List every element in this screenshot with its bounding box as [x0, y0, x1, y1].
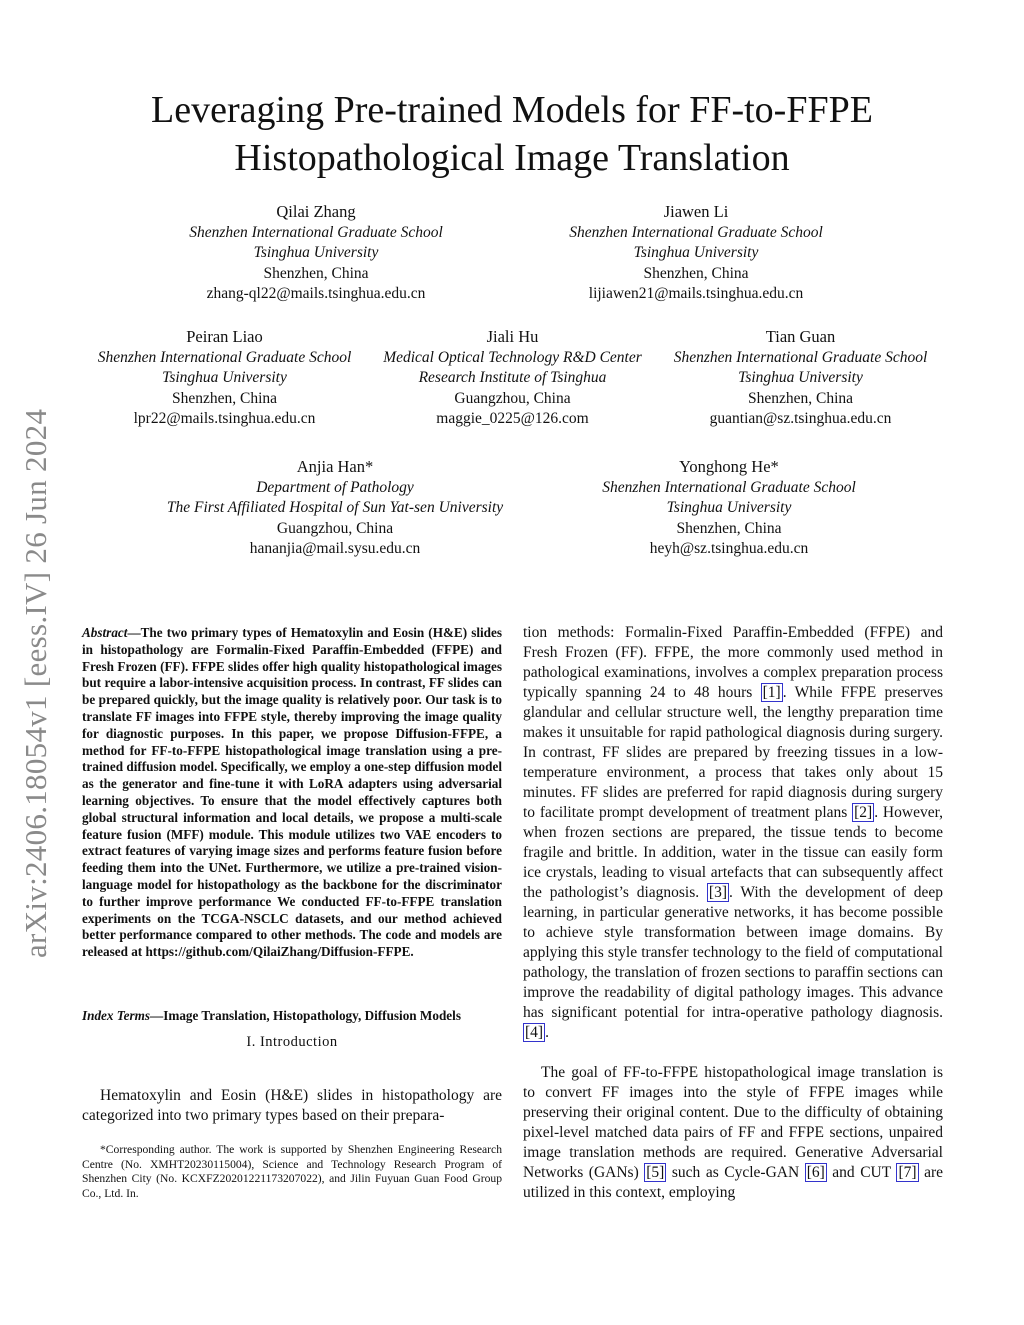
author-block [540, 202, 852, 305]
author-inst: Tsinghua University [738, 369, 863, 386]
author-email: lpr22@mails.tsinghua.edu.cn [133, 410, 316, 427]
paper-title [100, 86, 924, 182]
author-block [360, 327, 665, 430]
author-name: Anjia Han* [296, 457, 374, 476]
author-dept: Shenzhen International Graduate School [602, 478, 856, 496]
abstract-text: —The two primary types of Hematoxylin and Eosin (H&E) slides in histopathology are Formalin-Fixed Paraffin-Embedded (FFPE) and Fresh Frozen (FF). FFPE slides offer high quality histopathological images but require a labor-intensive acquisition process. In contrast, FF slides can be prepared quickly, but the image quality is relatively poor. Our task is to translate FF images into FFPE style, thereby improving the image quality for diagnostic purposes. In this paper, we propose Diffusion-FFPE, a method for FF-to-FFPE histopathological image translation using a pre-trained diffusion model. Specifically, we employ a one-step diffusion model as the generator and fine-tune it with LoRA adapters using adversarial learning objectives. To ensure that the model effectively captures both global structural information and local details, we propose a multi-scale feature fusion (MFF) module. This module utilizes two VAE encoders to extract features of varying image sizes and performs feature fusion before feeding them into the UNet. Furthermore, we utilize a pre-trained vision-language model for histopathology as the backbone for the discriminator to further improve performance We conducted FF-to-FFPE translation experiments on the TCGA-NSCLC datasets, and our method achieved better performance compared to other methods. The code and models are released at https://github.com/QilaiZhang/Diffusion-FFPE. [82, 625, 502, 960]
author-inst: Tsinghua University [162, 369, 287, 386]
author-name: Tian Guan [765, 327, 836, 346]
author-inst: The First Affiliated Hospital of Sun Yat-sen University [166, 499, 504, 516]
title-line-2: Histopathological Image Translation [234, 137, 790, 179]
text-run: tion methods: Formalin-Fixed Paraffin-Embedded (FFPE) and Fresh Frozen (FF). FFPE, the more commonly used method in pathological examinations, involves a complex preparation process typically spanning 24 to 48 hours [523, 624, 943, 701]
author-name: Qilai Zhang [276, 202, 356, 221]
author-location: Guangzhou, China [276, 519, 394, 537]
author-name: Yonghong He* [679, 457, 779, 476]
author-block [72, 327, 377, 430]
citation-link[interactable]: [1] [762, 684, 781, 701]
author-location: Shenzhen, China [676, 519, 782, 537]
text-run: such as Cycle-GAN [666, 1164, 805, 1181]
author-dept: Shenzhen International Graduate School [569, 223, 823, 241]
text-run: . With the development of deep learning, in particular generative networks, it has become possible to achieve style transformation between image domains. By applying this style transfer technology to the field of computational pathology, the translation of frozen sections to paraffin sections can improve the readability of digital pathology images. This advance has significant potential for intra-operative pathology diagnosis. [523, 884, 943, 1021]
author-email: zhang-ql22@mails.tsinghua.edu.cn [206, 285, 426, 302]
author-dept: Shenzhen International Graduate School [189, 223, 443, 241]
author-block [648, 327, 953, 430]
author-name: Jiali Hu [486, 327, 539, 346]
author-location: Shenzhen, China [171, 389, 278, 407]
author-location: Shenzhen, China [747, 389, 854, 407]
author-block [140, 457, 530, 560]
index-terms [82, 1008, 502, 1025]
citation-link[interactable]: [3] [708, 884, 727, 901]
citation-link[interactable]: [4] [525, 1024, 544, 1041]
author-inst: Tsinghua University [666, 499, 792, 516]
author-email: maggie_0225@126.com [436, 410, 589, 427]
author-inst: Tsinghua University [253, 244, 379, 261]
text-run: . While FFPE preserves glandular and cellular structure well, the lengthy preparation time makes it unsuitable for rapid pathological diagnosis during surgery. In contrast, FF slides are prepared by freezing tissues in a low-temperature environment, a process that takes only about 15 minutes. FF slides are preferred for rapid diagnosis during surgery to facilitate prompt development of treatment plans [523, 684, 944, 821]
abstract-label: Abstract [82, 625, 128, 640]
intro-paragraph: Hematoxylin and Eosin (H&E) slides in histopathology are categorized into two primary types based on their prepara- [82, 1087, 502, 1124]
author-dept: Medical Optical Technology R&D Center [383, 348, 642, 366]
citation-link[interactable]: [5] [646, 1164, 665, 1181]
index-terms-text: —Image Translation, Histopathology, Diffusion Models [150, 1008, 461, 1023]
author-email: heyh@sz.tsinghua.edu.cn [649, 540, 809, 557]
author-name: Peiran Liao [186, 327, 263, 346]
footnote: *Corresponding author. The work is supported by Shenzhen Engineering Research Centre (No. XMHT20230115004), Science and Technology Research Program of Shenzhen City (No. KCXFZ20201221173207022), and Jilin Fuyuan Guan Food Group Co., Ltd. In. [82, 1143, 502, 1200]
author-inst: Tsinghua University [633, 244, 759, 261]
author-dept: Department of Pathology [256, 478, 414, 496]
text-run: . [545, 1024, 549, 1041]
author-email: guantian@sz.tsinghua.edu.cn [709, 410, 892, 427]
author-email: hananjia@mail.sysu.edu.cn [249, 540, 421, 557]
author-location: Shenzhen, China [643, 264, 749, 282]
text-run: and CUT [826, 1164, 897, 1181]
author-dept: Shenzhen International Graduate School [673, 348, 928, 366]
citation-link[interactable]: [7] [898, 1164, 917, 1181]
arxiv-identifier: arXiv:2406.18054v1 [eess.IV] 26 Jun 2024 [18, 408, 53, 958]
author-inst: Research Institute of Tsinghua [418, 369, 607, 386]
author-location: Shenzhen, China [263, 264, 369, 282]
abstract [82, 625, 502, 961]
author-block [573, 457, 885, 560]
author-block [160, 202, 472, 305]
body-paragraph [523, 1063, 943, 1203]
citation-link[interactable]: [2] [854, 804, 873, 821]
author-dept: Shenzhen International Graduate School [97, 348, 352, 366]
title-line-1: Leveraging Pre-trained Models for FF-to-FFPE [151, 89, 873, 131]
citation-link[interactable]: [6] [806, 1164, 825, 1181]
body-paragraph [523, 623, 943, 1043]
text-run: . However, when frozen sections are prepared, the tissue tends to become fragile and brittle. In addition, water in the tissue can easily form ice crystals, leading to visual artefacts that can subsequently affect the pathologist’s diagnosis. [523, 804, 943, 901]
author-location: Guangzhou, China [454, 389, 571, 407]
text-run: The goal of FF-to-FFPE histopathological image translation is to convert FF images into the style of FFPE images while preserving their original content. Due to the difficulty of obtaining pixel-level matched data pairs of FF and FFPE sections, unpaired image translation methods are required. Generative Adversarial Networks (GANs) [523, 1064, 943, 1181]
author-name: Jiawen Li [663, 202, 729, 221]
section-heading: I. Introduction [246, 1034, 338, 1050]
author-email: lijiawen21@mails.tsinghua.edu.cn [588, 285, 804, 302]
index-terms-label: Index Terms [82, 1008, 151, 1023]
text-run: are utilized in this context, employing [523, 1164, 943, 1201]
